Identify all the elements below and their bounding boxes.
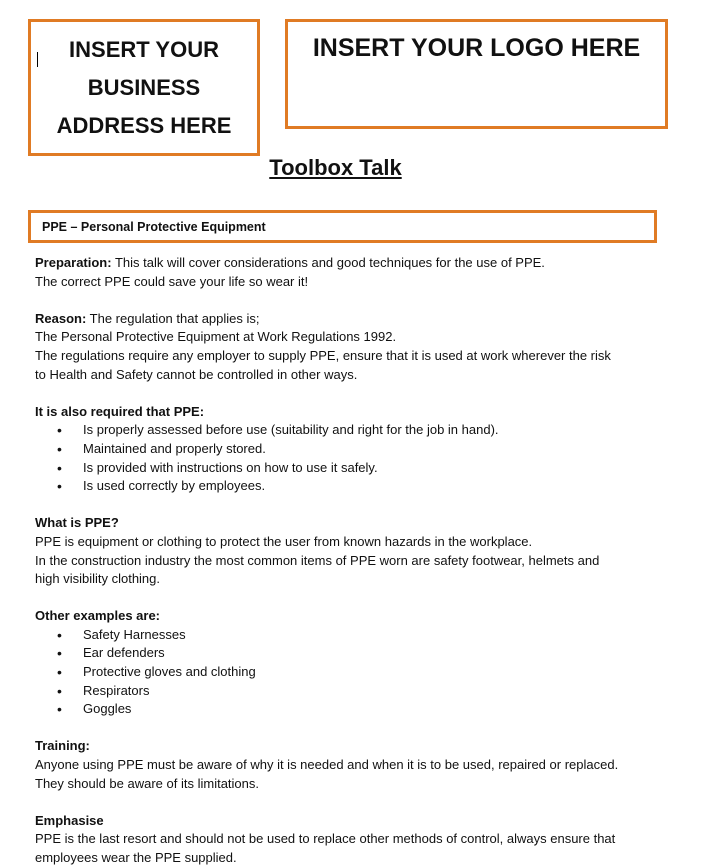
- topic-box[interactable]: [28, 210, 657, 243]
- training-heading: Training:: [35, 738, 90, 754]
- examples-heading: Other examples are:: [35, 608, 161, 624]
- emphasise-heading: Emphasise: [35, 812, 104, 828]
- reason-section: Reason: The regulation that applies is; The Personal Protective Equipment at Work Regulations 1992. The regulations require any employer to supply PPE, ensure that it is used at work wherever the risk to Health and Safety cannot be controlled in other ways.: [35, 310, 611, 382]
- text-cursor: [37, 52, 38, 67]
- list-item: • Respirators: [35, 682, 665, 701]
- emphasise-section: Emphasise PPE is the last resort and should not be used to replace other methods of control, always ensure that employees wear the PPE supplied.: [35, 812, 665, 868]
- list-item: • Protective gloves and clothing: [35, 663, 665, 682]
- document-body: [35, 254, 665, 868]
- reason-label: Reason:: [35, 310, 87, 326]
- requirements-heading: It is also required that PPE:: [35, 403, 205, 419]
- examples-section: [35, 607, 665, 719]
- business-address-text: INSERT YOUR BUSINESS ADDRESS HERE: [56, 36, 232, 138]
- list-item: • Is used correctly by employees.: [35, 477, 665, 496]
- document-title: Toolbox Talk: [269, 155, 402, 180]
- logo-placeholder-box[interactable]: [285, 19, 668, 129]
- list-item: • Goggles: [35, 700, 665, 719]
- preparation-section: Preparation: This talk will cover considerations and good techniques for the use of PPE. The correct PPE could save your life so wear it!: [35, 255, 545, 289]
- what-is-ppe-section: What is PPE? PPE is equipment or clothing to protect the user from known hazards in the workplace. In the construction industry the most common items of PPE worn are safety footwear, helmets and high visibility clothing.: [35, 514, 665, 588]
- what-is-ppe-heading: What is PPE?: [35, 515, 119, 531]
- logo-placeholder-text: INSERT YOUR LOGO HERE: [312, 34, 641, 62]
- preparation-label: Preparation:: [35, 255, 112, 270]
- list-item: • Is properly assessed before use (suitability and right for the job in hand).: [35, 421, 665, 440]
- requirements-list: [35, 421, 665, 495]
- list-item: • Safety Harnesses: [35, 626, 665, 645]
- list-item: • Maintained and properly stored.: [35, 440, 665, 459]
- business-address-box[interactable]: [28, 19, 260, 156]
- examples-list: [35, 626, 665, 719]
- topic-text: PPE – Personal Protective Equipment: [42, 219, 266, 234]
- list-item: • Is provided with instructions on how to use it safely.: [35, 459, 665, 478]
- requirements-section: [35, 403, 665, 496]
- training-section: Training: Anyone using PPE must be aware of why it is needed and when it is to be used, repaired or replaced. They should be aware of its limitations.: [35, 737, 665, 793]
- list-item: • Ear defenders: [35, 644, 665, 663]
